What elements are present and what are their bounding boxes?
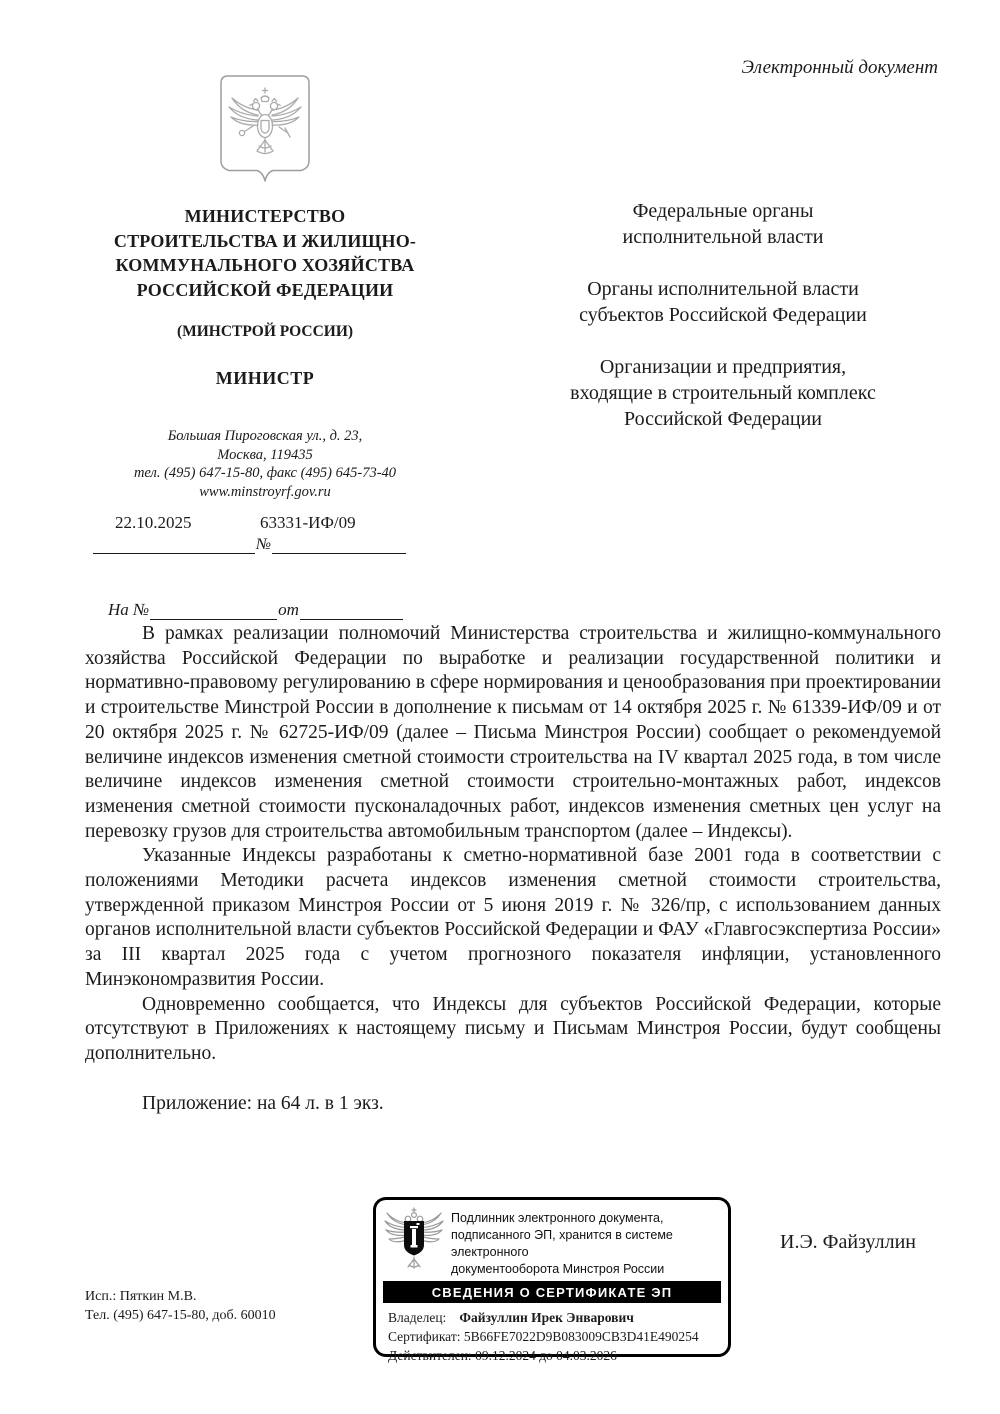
validity-label: Действителен:	[388, 1348, 472, 1363]
recipient-line: Организации и предприятия,	[599, 356, 847, 378]
recipients-column	[498, 198, 948, 432]
coat-of-arms-eagle-icon	[219, 74, 311, 190]
ministry-name-line: МИНИСТЕРСТВО	[184, 206, 346, 226]
certificate-label: Сертификат:	[388, 1329, 461, 1344]
body-paragraph: В рамках реализации полномочий Министерства строительства и жилищно-коммунального хозяйства Российской Федерации по выработке и реализации государственной политики и нормативно-правовому регулированию в сфере нормирования и ценообразования при проектировании и строительстве Минстрой России в дополнение к письмам от 14 октября 2025 г. № 61339-ИФ/09 и от 20 октября 2025 г. № 62725-ИФ/09 (далее – Письма Минстроя России) сообщает о рекомендуемой величине индексов изменения сметной стоимости строительства на IV квартал 2025 года, в том числе величине индексов изменения сметной стоимости строительно-монтажных работ, индексов изменения сметной стоимости пусконаладочных работ, индексов изменения сметных цен услуг на перевозку грузов для строительства автомобильным транспортом (далее – Индексы).	[85, 623, 941, 842]
stamp-intro-line: подписанного ЭП, хранится в системе электронного	[451, 1228, 673, 1259]
electronic-signature-stamp	[373, 1197, 731, 1363]
document-date: 22.10.2025	[115, 513, 192, 532]
attachment-line: Приложение: на 64 л. в 1 экз.	[142, 1092, 384, 1114]
blank-line	[150, 601, 277, 620]
executor-name: Исп.: Пяткин М.В.	[85, 1289, 197, 1304]
recipient-line: входящие в строительный комплекс	[570, 382, 876, 404]
recipient-block	[498, 354, 948, 432]
stamp-intro-line: документооборота Минстроя России	[451, 1262, 665, 1276]
date-number-row	[82, 510, 448, 572]
recipient-line: Федеральные органы	[632, 200, 814, 222]
ministry-name-line: СТРОИТЕЛЬСТВА И ЖИЛИЩНО-	[113, 230, 417, 251]
owner-name: Файзуллин Ирек Энварович	[459, 1310, 634, 1325]
recipient-line: Российской Федерации	[623, 408, 823, 430]
address-line: Москва, 119435	[217, 446, 313, 463]
reference-prefix: На №	[108, 600, 150, 619]
ministry-short-name: (МИНСТРОЙ РОССИИ)	[176, 323, 354, 341]
reference-from: от	[278, 600, 299, 619]
ministry-address	[82, 427, 448, 501]
signer-name: И.Э. Файзуллин	[780, 1231, 916, 1253]
certificate-validity-row	[388, 1346, 716, 1365]
letterhead-left-column	[82, 74, 448, 620]
recipient-line: Органы исполнительной власти	[587, 278, 859, 300]
document-number: 63331-ИФ/09	[260, 513, 356, 532]
recipient-block	[498, 198, 948, 250]
recipient-line: субъектов Российской Федерации	[579, 304, 867, 326]
blank-line	[272, 535, 406, 554]
number-sign: №	[256, 536, 272, 553]
stamp-intro-text	[446, 1205, 720, 1278]
stamp-intro-line: Подлинник электронного документа,	[451, 1211, 664, 1225]
certificate-fields	[376, 1307, 728, 1366]
certificate-value: 5B66FE7022D9B083009CB3D41E490254	[463, 1329, 699, 1344]
address-line: тел. (495) 647-15-80, факс (495) 645-73-40	[133, 465, 397, 482]
owner-label: Владелец:	[388, 1310, 447, 1325]
recipient-line: исполнительной власти	[622, 226, 824, 248]
address-line: Большая Пироговская ул., д. 23,	[167, 428, 363, 445]
executor-info	[85, 1287, 276, 1325]
blank-line	[300, 601, 403, 620]
minstroy-logo-icon	[382, 1205, 446, 1278]
recipient-block	[498, 276, 948, 328]
coat-of-arms	[82, 74, 448, 194]
ministry-name	[82, 204, 448, 302]
ministry-name-line: КОММУНАЛЬНОГО ХОЗЯЙСТВА	[115, 255, 415, 276]
body-paragraph: Указанные Индексы разработаны к сметно-нормативной базе 2001 года в соответствии с положениями Методики расчета индексов изменения сметной стоимости строительства, утвержденной приказом Минстроя России от 5 июня 2019 г. № 326/пр, с использованием данных органов исполнительной власти субъектов Российской Федерации и ФАУ «Главгосэкспертиза России» за III квартал 2025 года с учетом прогнозного показателя инфляции, установленного Минэкономразвития России.	[85, 845, 941, 990]
validity-value: 09.12.2024 до 04.03.2026	[475, 1348, 617, 1363]
stamp-header	[376, 1200, 728, 1278]
executor-phone: Тел. (495) 647-15-80, доб. 60010	[85, 1308, 276, 1323]
certificate-info-bar: СВЕДЕНИЯ О СЕРТИФИКАТЕ ЭП	[383, 1281, 721, 1303]
website: www.minstroyrf.gov.ru	[199, 483, 331, 500]
electronic-document-label: Электронный документ	[741, 57, 938, 78]
number-underline-row	[93, 535, 409, 554]
ministry-name-line: РОССИЙСКОЙ ФЕДЕРАЦИИ	[136, 279, 394, 300]
blank-line	[93, 535, 255, 554]
certificate-number-row	[388, 1327, 716, 1346]
signer-position-title: МИНИСТР	[215, 368, 315, 389]
certificate-owner-row	[388, 1308, 716, 1327]
body-paragraph: Одновременно сообщается, что Индексы для субъектов Российской Федерации, которые отсутствуют в Приложениях к настоящему письму и Письмам Минстроя России, будут сообщены дополнительно.	[85, 993, 941, 1064]
letter-body	[85, 622, 941, 1116]
reference-row	[82, 594, 448, 620]
